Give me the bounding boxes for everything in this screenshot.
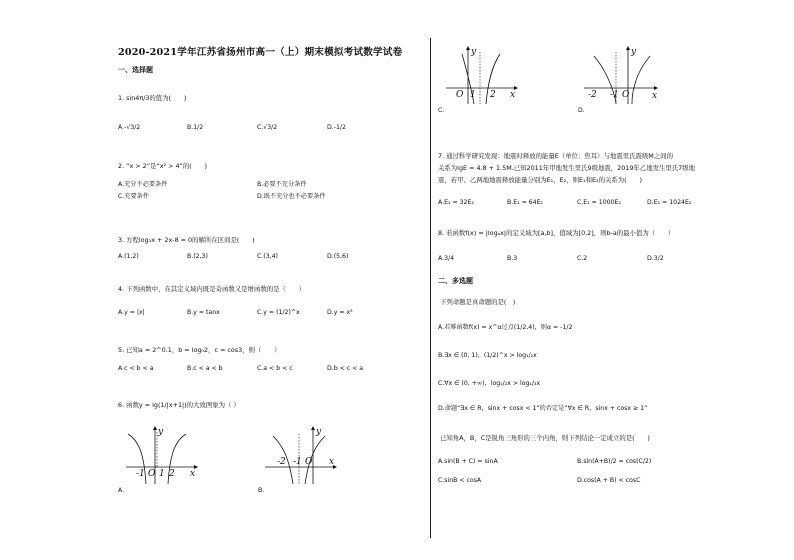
question-4: 4. 下列函数中，在其定义域内既是奇函数又是增函数的是（ ） (118, 285, 306, 293)
question-1: 1. sin4π/3的值为( ) (118, 94, 187, 102)
graph-b-x-label: x (329, 457, 335, 467)
q7-option-a: A.E₁ = 32E₂ (438, 199, 474, 206)
q9-option-a: A.若幂函数f(x) = x^α过点(1/2,4)，则α = -1/2 (438, 324, 573, 331)
question-7-line-1: 7. 通过科学研究发现：地震时释放的能量E（单位：焦耳）与地震里氏震级M之间的 (438, 152, 673, 160)
q4-option-c: C.y = (1/2)^x (257, 309, 300, 316)
graph-b-tick-neg1: -1 (293, 457, 302, 467)
q8-option-c: C.2 (577, 255, 588, 262)
question-8: 8. 若函数f(x) = |logₐx|的定义域为[a,b]，值域为[0,2]，则b-a的最小值为（ ） (438, 229, 675, 237)
graph-b-origin: O (305, 457, 313, 467)
graph-b-tick-neg2: -2 (277, 457, 286, 467)
graph-a-y-label: y (158, 427, 164, 437)
graph-d-tick-neg1: -1 (610, 90, 619, 100)
q2-option-d: D.既不充分也不必要条件 (257, 193, 326, 200)
q1-option-c: C.√3/2 (257, 124, 278, 131)
graph-d-y-label: y (631, 47, 637, 57)
graph-d-tick-neg2: -2 (588, 90, 597, 100)
q3-option-a: A.(1,2) (118, 253, 139, 260)
graph-c-y-label: y (471, 47, 477, 57)
q9-option-c: C.∀x ∈ (0, +∞)，log₁/₂x > log₁/₃x (438, 380, 541, 387)
question-7-line-3: 震，若甲、乙两地地震释放能量分别为E₁，E₂，则E₁和E₂的关系为( ) (438, 176, 642, 184)
question-2: 2. “x > 2”是“x² > 4”的( ) (118, 162, 208, 170)
q6-graph-a (124, 424, 200, 486)
q8-option-a: A.3/4 (438, 255, 455, 262)
q8-option-b: B.3 (507, 255, 518, 262)
q1-option-d: D.-1/2 (327, 124, 346, 131)
column-divider (430, 38, 431, 538)
q2-option-b: B.必要不充分条件 (257, 181, 307, 188)
page-title: 2020-2021学年江苏省扬州市高一（上）期末模拟考试数学试卷 (118, 47, 403, 58)
graph-b-y-label: y (316, 427, 322, 437)
q2-option-a: A.充分不必要条件 (118, 181, 168, 188)
q9-option-b: B.∃x ∈ (0, 1)，(1/2)^x > log₁/₂x (438, 352, 537, 359)
q5-option-a: A.c < b < a (118, 365, 154, 372)
q7-option-d: D.E₁ = 1024E₂ (647, 199, 692, 206)
q10-option-b: B.sin(A+B)/2 = cos(C/2) (577, 458, 652, 465)
graph-c-x-label: x (510, 90, 516, 100)
q6-graph-b (263, 424, 339, 486)
q6-option-c: C. (438, 107, 445, 114)
question-7-line-2: 关系为lgE = 4.8 + 1.5M.已知2011年甲地发生里氏9级地震，2019年乙地发生里氏7级地 (438, 164, 696, 172)
q1-option-b: B.1/2 (187, 124, 204, 131)
q6-option-d: D. (578, 107, 585, 114)
q10-option-d: D.cos(A + B) < cosC (577, 477, 641, 484)
question-6: 6. 函数y = lg(1/|x+1|)的大致图象为（ ） (118, 401, 240, 409)
q4-option-a: A.y = |x| (118, 309, 145, 316)
q10-option-a: A.sin(B + C) = sinA (438, 458, 498, 465)
graph-a-tick-1: 1 (159, 469, 165, 479)
q5-option-b: B.c < a < b (187, 365, 223, 372)
q6-graph-d (582, 42, 662, 106)
section-heading-choice: 一、选择题 (118, 66, 153, 74)
q3-option-d: D.(5,6) (327, 253, 349, 260)
q3-option-b: B.(2,3) (187, 253, 208, 260)
graph-d-origin: O (622, 90, 630, 100)
graph-c-tick-2: 2 (490, 90, 496, 100)
q6-option-a: A. (118, 487, 125, 494)
question-9: 下列命题是真命题的是( ) (440, 298, 516, 306)
q8-option-d: D.3/2 (647, 255, 664, 262)
q5-option-d: D.b < c < a (327, 365, 364, 372)
question-10: 已知角A，B，C是锐角三角形的三个内角，则下列结论一定成立的是( ) (440, 434, 650, 442)
q6-option-b: B. (258, 487, 265, 494)
q4-option-b: B.y = tanx (187, 309, 220, 316)
question-3: 3. 方程log₃x + 2x-8 = 0的解所在区间是( ) (118, 236, 255, 244)
question-5: 5. 已知a = 2^0.1，b = log₀2，c = cos3，则（ ） (118, 346, 281, 354)
graph-a-tick-neg1: -1 (136, 469, 145, 479)
q7-option-c: C.E₁ = 1000E₂ (577, 199, 621, 206)
q5-option-c: C.a < b < c (257, 365, 293, 372)
q10-option-c: C.sinB < cosA (438, 477, 482, 484)
q9-option-d: D.命题“∃x ∈ R，sinx + cosx < 1”的否定是“∀x ∈ R，sinx + cosx ≥ 1” (438, 405, 648, 412)
graph-a-x-label: x (190, 469, 196, 479)
section-heading-multi: 二、多选题 (438, 277, 473, 285)
q1-option-a: A.-√3/2 (118, 124, 141, 131)
q7-option-b: B.E₁ = 64E₂ (507, 199, 543, 206)
graph-d-x-label: x (652, 91, 658, 101)
graph-c-tick-1: 1 (470, 90, 476, 100)
q3-option-c: C.(3,4) (257, 253, 278, 260)
q4-option-d: D.y = x³ (327, 309, 353, 316)
graph-a-origin: O (148, 469, 156, 479)
q2-option-c: C.充要条件 (118, 193, 150, 200)
q6-graph-c (444, 42, 524, 106)
graph-c-origin: O (456, 90, 464, 100)
graph-a-tick-2: 2 (169, 469, 175, 479)
